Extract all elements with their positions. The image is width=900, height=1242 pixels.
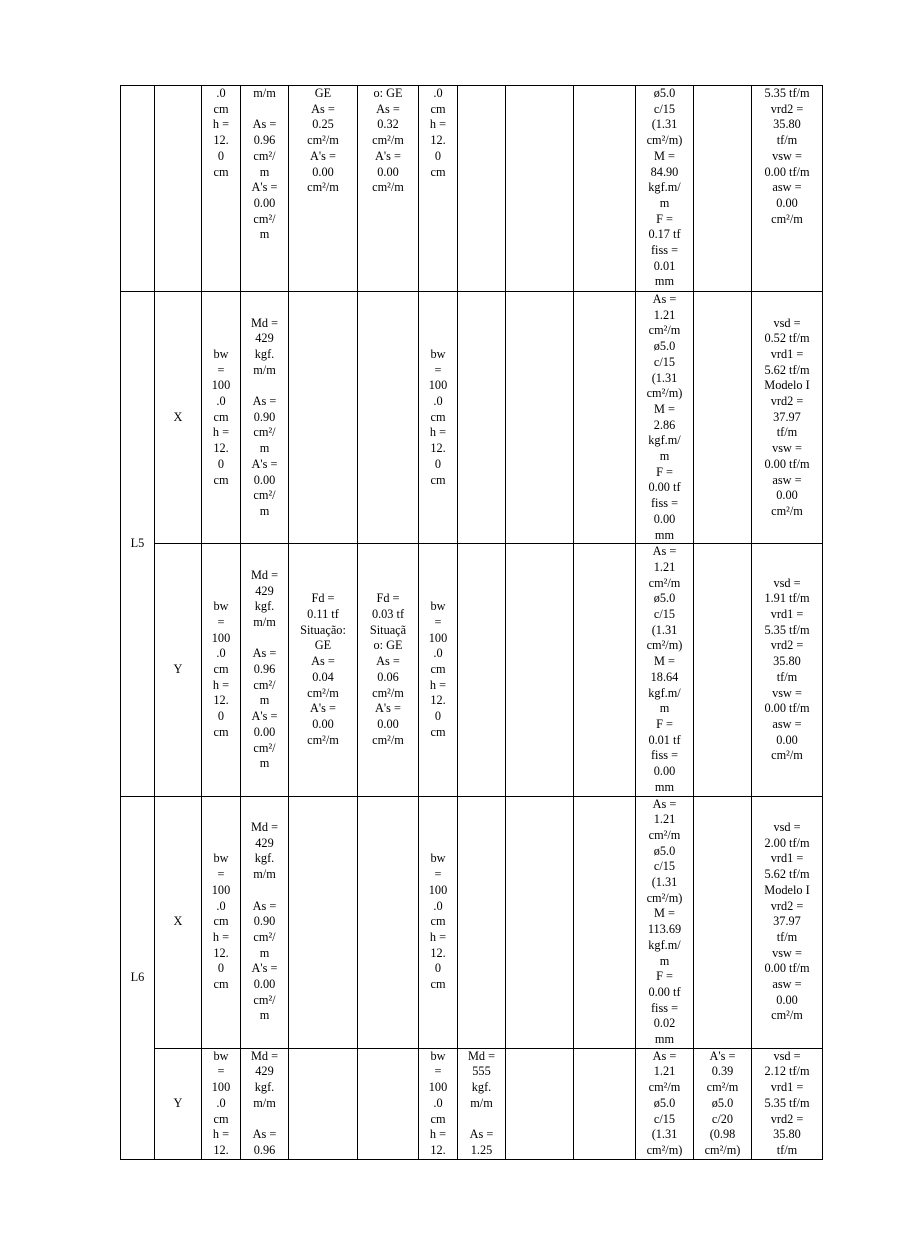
- direction-cell: X: [155, 292, 202, 544]
- force-cell: [358, 292, 419, 544]
- direction-cell: X: [155, 796, 202, 1048]
- bending-cell: Md = 555 kgf. m/m As = 1.25: [458, 1048, 506, 1159]
- bending-cell: m/m As = 0.96 cm²/ m A's = 0.00 cm²/ m: [241, 86, 289, 292]
- table-row: [121, 86, 823, 292]
- reinforcement-cell: [694, 796, 752, 1048]
- bending-cell: [458, 544, 506, 796]
- bending-cell: [458, 796, 506, 1048]
- force-cell: [358, 1048, 419, 1159]
- force-cell: [506, 796, 574, 1048]
- section-cell: .0 cm h = 12. 0 cm: [419, 86, 458, 292]
- section-cell: bw = 100 .0 cm h = 12.: [419, 1048, 458, 1159]
- reinforcement-cell: As = 1.21 cm²/m ø5.0 c/15 (1.31 cm²/m) M = 18.64 kgf.m/ m F = 0.01 tf fiss = 0.00 mm: [636, 544, 694, 796]
- force-cell: [574, 796, 636, 1048]
- force-cell: GE As = 0.25 cm²/m A's = 0.00 cm²/m: [289, 86, 358, 292]
- section-cell: bw = 100 .0 cm h = 12. 0 cm: [202, 544, 241, 796]
- force-cell: [574, 1048, 636, 1159]
- table-row: [121, 544, 823, 796]
- shear-cell: vsd = 0.52 tf/m vrd1 = 5.62 tf/m Modelo I vrd2 = 37.97 tf/m vsw = 0.00 tf/m asw = 0.00 cm²/m: [752, 292, 823, 544]
- section-cell: bw = 100 .0 cm h = 12. 0 cm: [202, 292, 241, 544]
- force-cell: [506, 86, 574, 292]
- shear-cell: vsd = 1.91 tf/m vrd1 = 5.35 tf/m vrd2 = 35.80 tf/m vsw = 0.00 tf/m asw = 0.00 cm²/m: [752, 544, 823, 796]
- slab-label-cell: L6: [121, 796, 155, 1159]
- force-cell: o: GE As = 0.32 cm²/m A's = 0.00 cm²/m: [358, 86, 419, 292]
- bending-cell: [458, 86, 506, 292]
- reinforcement-cell: As = 1.21 cm²/m ø5.0 c/15 (1.31 cm²/m) M = 2.86 kgf.m/ m F = 0.00 tf fiss = 0.00 mm: [636, 292, 694, 544]
- table-row: [121, 292, 823, 544]
- bending-cell: Md = 429 kgf. m/m As = 0.90 cm²/ m A's = 0.00 cm²/ m: [241, 292, 289, 544]
- reinforcement-cell: As = 1.21 cm²/m ø5.0 c/15 (1.31 cm²/m): [636, 1048, 694, 1159]
- direction-cell: [155, 86, 202, 292]
- table-row: [121, 1048, 823, 1159]
- direction-cell: Y: [155, 544, 202, 796]
- section-cell: bw = 100 .0 cm h = 12.: [202, 1048, 241, 1159]
- force-cell: Fd = 0.03 tf Situaçã o: GE As = 0.06 cm²/m A's = 0.00 cm²/m: [358, 544, 419, 796]
- force-cell: [289, 796, 358, 1048]
- force-cell: [358, 796, 419, 1048]
- force-cell: [506, 1048, 574, 1159]
- shear-cell: 5.35 tf/m vrd2 = 35.80 tf/m vsw = 0.00 tf/m asw = 0.00 cm²/m: [752, 86, 823, 292]
- force-cell: Fd = 0.11 tf Situação: GE As = 0.04 cm²/m A's = 0.00 cm²/m: [289, 544, 358, 796]
- shear-cell: vsd = 2.00 tf/m vrd1 = 5.62 tf/m Modelo I vrd2 = 37.97 tf/m vsw = 0.00 tf/m asw = 0.00 cm²/m: [752, 796, 823, 1048]
- force-cell: [289, 1048, 358, 1159]
- reinforcement-cell: [694, 544, 752, 796]
- section-cell: bw = 100 .0 cm h = 12. 0 cm: [202, 796, 241, 1048]
- slab-cell: [121, 86, 155, 292]
- force-cell: [289, 292, 358, 544]
- force-cell: [574, 544, 636, 796]
- section-cell: bw = 100 .0 cm h = 12. 0 cm: [419, 796, 458, 1048]
- direction-cell: Y: [155, 1048, 202, 1159]
- bending-cell: Md = 429 kgf. m/m As = 0.96 cm²/ m A's = 0.00 cm²/ m: [241, 544, 289, 796]
- table-row: [121, 796, 823, 1048]
- reinforcement-cell: A's = 0.39 cm²/m ø5.0 c/20 (0.98 cm²/m): [694, 1048, 752, 1159]
- bending-cell: [458, 292, 506, 544]
- reinforcement-cell: ø5.0 c/15 (1.31 cm²/m) M = 84.90 kgf.m/ m F = 0.17 tf fiss = 0.01 mm: [636, 86, 694, 292]
- reinforcement-cell: [694, 86, 752, 292]
- reinforcement-cell: As = 1.21 cm²/m ø5.0 c/15 (1.31 cm²/m) M = 113.69 kgf.m/ m F = 0.00 tf fiss = 0.02 mm: [636, 796, 694, 1048]
- force-cell: [574, 292, 636, 544]
- force-cell: [506, 292, 574, 544]
- force-cell: [506, 544, 574, 796]
- section-cell: bw = 100 .0 cm h = 12. 0 cm: [419, 544, 458, 796]
- bending-cell: Md = 429 kgf. m/m As = 0.90 cm²/ m A's = 0.00 cm²/ m: [241, 796, 289, 1048]
- bending-cell: Md = 429 kgf. m/m As = 0.96: [241, 1048, 289, 1159]
- slab-design-table: [120, 85, 823, 1160]
- section-cell: .0 cm h = 12. 0 cm: [202, 86, 241, 292]
- section-cell: bw = 100 .0 cm h = 12. 0 cm: [419, 292, 458, 544]
- shear-cell: vsd = 2.12 tf/m vrd1 = 5.35 tf/m vrd2 = 35.80 tf/m: [752, 1048, 823, 1159]
- reinforcement-cell: [694, 292, 752, 544]
- force-cell: [574, 86, 636, 292]
- slab-label-cell: L5: [121, 292, 155, 797]
